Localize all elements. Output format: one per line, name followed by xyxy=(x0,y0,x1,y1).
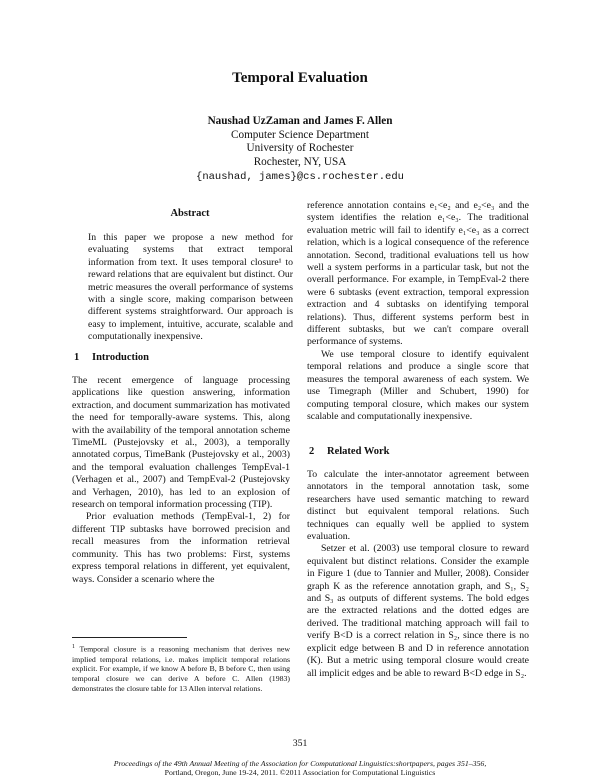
abstract-paragraph: In this paper we propose a new method for evaluating systems that extract temporal information from text. It uses temporal closure¹ to reward relations that are equivalent but distinct. Our metric measures the overall performance of systems with a single score, making comparison between different systems straightforward. Our approach is easy to implement, intuitive, accurate, scalable and computationally inexpensive. xyxy=(88,232,293,343)
introduction-body xyxy=(72,375,290,586)
section-title: Related Work xyxy=(327,446,390,457)
author-university: University of Rochester xyxy=(246,142,354,154)
footer-line-1: Proceedings of the 49th Annual Meeting of the Association for Computational Linguistics:shortpapers, pages 351–356, xyxy=(113,759,487,768)
paper-title: Temporal Evaluation xyxy=(232,70,368,86)
author-department: Computer Science Department xyxy=(231,128,369,141)
paragraph: We use temporal closure to identify equivalent temporal relations and produce a single score that measures the temporal awareness of each system. We use Timegraph (Miller and Schubert, 1990) for computing temporal closure, which makes our system scalable and computationally inexpensive. xyxy=(307,348,529,422)
page-number: 351 xyxy=(292,738,308,749)
abstract-heading: Abstract xyxy=(170,208,210,219)
right-column-continuation xyxy=(307,200,529,423)
paragraph: Setzer et al. (2003) use temporal closure to reward equivalent but distinct relations. Consider the example in Figure 1 (due to Tannier and Muller, 2008). Consider graph K as the reference annotation graph, and S₁, S₂ and S₃ as outputs of different systems. The bold edges are the extracted relations and the dotted edges are derived. The traditional matching approach will fail to verify B<D is a correct relation in S₂, since there is no explicit edge between B and D in reference annotation (K). But a metric using temporal closure would create all implicit edges and be able to reward B<D edge in S₂. xyxy=(307,543,529,679)
footnote xyxy=(72,643,290,694)
proceedings-footer xyxy=(0,759,600,777)
paragraph: The recent emergence of language processing applications like question answering, information extraction, and document summarization has motivated the need for temporally-aware systems. This, along with the availability of the temporal annotation scheme TimeML (Pustejovsky et al., 2003), a temporally annotated corpus, TimeBank (Pustejovsky et al., 2003) and the temporal evaluation challenges TempEval-1 (Verhagen et al., 2007) and TempEval-2 (Pustejovsky and Verhagen, 2010), has led to an explosion of research on temporal information processing (TIP). xyxy=(72,375,290,511)
paragraph: Prior evaluation methods (TempEval-1, 2) for different TIP subtasks have borrowed precision and recall measures from the information retrieval community. This has two problems: First, systems express temporal relations in different, yet equivalent, ways. Consider a scenario where the xyxy=(72,511,290,585)
author-email: {naushad, james}@cs.rochester.edu xyxy=(196,171,404,183)
section-title: Introduction xyxy=(92,352,149,363)
author-city: Rochester, NY, USA xyxy=(253,155,347,168)
section-heading-introduction xyxy=(74,352,149,363)
footnote-rule xyxy=(72,637,187,638)
author-names: Naushad UzZaman and James F. Allen xyxy=(207,115,393,127)
paragraph: To calculate the inter-annotator agreement between annotators in the temporal annotation task, some researchers have used semantic matching to reward distinct but equivalent temporal relations. Such techniques can equally well be applied to system evaluation. xyxy=(307,469,529,543)
footer-line-2: Portland, Oregon, June 19-24, 2011. ©2011 Association for Computational Linguistics xyxy=(164,768,436,777)
abstract-text xyxy=(88,232,293,344)
section-number: 2 xyxy=(309,446,315,457)
section-number: 1 xyxy=(74,352,80,363)
paragraph: reference annotation contains e₁<e₂ and e₂<e₃ and the system identifies the relation e₁<e₃. The traditional evaluation metric will fail to identify e₁<e₃ as a correct relation, which is a logical consequence of the reference annotation. Second, traditional evaluations tell us how well a system performs in a particular task, but not the overall performance. For example, in TempEval-2 there were 6 subtasks (event extraction, temporal expression extraction and 4 subtasks on identifying temporal relations). Thus, different systems perform best in different subtasks, but we can't compare overall performance of systems. xyxy=(307,200,529,348)
author-block xyxy=(0,115,600,185)
related-work-body xyxy=(307,469,529,680)
footnote-text: Temporal closure is a reasoning mechanism that derives new implied temporal relations, i.e. makes implicit temporal relations explicit. For example, if we know A before B, B before C, then using temporal closure we can derive A before C. Allen (1983) demonstrates the closure table for 13 Allen interval relations. xyxy=(72,644,290,694)
section-heading-related-work xyxy=(309,446,390,457)
footnote-marker: 1 xyxy=(72,644,75,650)
